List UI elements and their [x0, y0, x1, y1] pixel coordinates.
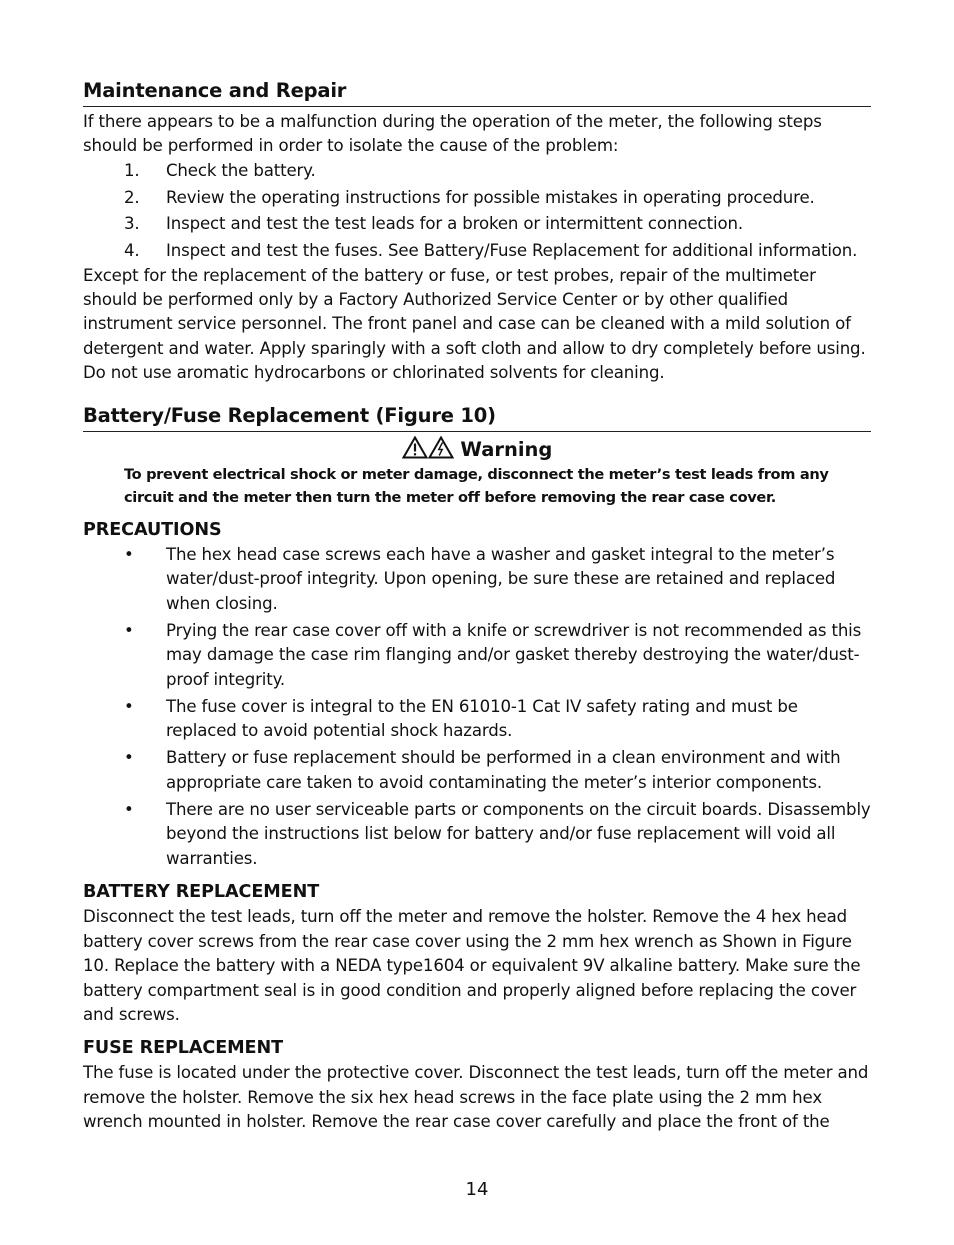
troubleshooting-steps [83, 159, 871, 264]
step-text: Inspect and test the test leads for a broken or intermittent connection. [166, 214, 743, 234]
step-text: Check the battery. [166, 160, 316, 180]
page-number: 14 [465, 1179, 489, 1200]
step-number: 2. [124, 187, 140, 207]
fuse-replacement-heading: FUSE REPLACEMENT [83, 1038, 283, 1059]
list-item [83, 543, 871, 616]
high-voltage-icon [428, 436, 454, 459]
precautions-heading: PRECAUTIONS [83, 519, 222, 540]
step-text: Inspect and test the fuses. See Battery/Fuse Replacement for additional information. [166, 241, 858, 261]
battery-replacement-text: Disconnect the test leads, turn off the meter and remove the holster. Remove the 4 hex head battery cover screws from the rear case cover using the 2 mm hex wrench as Shown in Figure 10. Replace the battery with a NEDA type1604 or equivalent 9V alkaline battery. Make sure the battery compartment seal is in good condition and properly aligned before replacing the cover and screws. [83, 907, 861, 1024]
warning-triangle-icon [402, 436, 428, 459]
step-number: 1. [124, 160, 140, 180]
manual-page [83, 78, 871, 1135]
bullet-icon: • [124, 800, 134, 820]
maintenance-outro: Except for the replacement of the battery or fuse, or test probes, repair of the multimeter should be performed only by a Factory Authorized Service Center or by other qualified instrument service personnel. The front panel and case can be cleaned with a mild solution of detergent and water. Apply sparingly with a soft cloth and allow to dry completely before using. Do not use aromatic hydrocarbons or chlorinated solvents for cleaning. [83, 265, 866, 383]
bullet-icon: • [124, 748, 134, 768]
warning-text: To prevent electrical shock or meter damage, disconnect the meter’s test leads from any circuit and the meter then turn the meter off before removing the rear case cover. [124, 465, 829, 507]
precaution-text: There are no user serviceable parts or components on the circuit boards. Disassembly beyond the instructions list below for battery and/or fuse replacement will void all warranties. [166, 800, 871, 868]
list-item [83, 798, 871, 871]
warning-title [83, 436, 871, 463]
precaution-text: The hex head case screws each have a washer and gasket integral to the meter’s water/dust-proof integrity. Upon opening, be sure these are retained and replaced when closing. [166, 544, 836, 613]
list-item [83, 159, 871, 183]
fuse-replacement-text: The fuse is located under the protective cover. Disconnect the test leads, turn off the meter and remove the holster. Remove the six hex head screws in the face plate using the 2 mm hex wrench mounted in holster. Remove the rear case cover carefully and place the front of the [83, 1063, 869, 1132]
list-item [83, 239, 871, 263]
bullet-icon: • [124, 620, 134, 640]
step-text: Review the operating instructions for possible mistakes in operating procedure. [166, 187, 815, 207]
maintenance-heading: Maintenance and Repair [83, 78, 871, 107]
battery-fuse-heading: Battery/Fuse Replacement (Figure 10) [83, 403, 871, 432]
bullet-icon: • [124, 696, 134, 716]
precautions-list [83, 543, 871, 871]
precaution-text: Battery or fuse replacement should be performed in a clean environment and with appropriate care taken to avoid contaminating the meter’s interior components. [166, 748, 841, 792]
precaution-text: The fuse cover is integral to the EN 61010-1 Cat IV safety rating and must be replaced to avoid potential shock hazards. [166, 696, 798, 741]
battery-replacement-heading: BATTERY REPLACEMENT [83, 882, 320, 903]
step-number: 4. [124, 241, 140, 261]
precaution-text: Prying the rear case cover off with a knife or screwdriver is not recommended as this may damage the case rim flanging and/or gasket thereby destroying the water/dust-proof integrity. [166, 620, 862, 689]
maintenance-intro: If there appears to be a malfunction during the operation of the meter, the following steps should be performed in order to isolate the cause of the problem: [83, 112, 822, 156]
list-item [83, 212, 871, 236]
list-item [83, 186, 871, 210]
step-number: 3. [124, 214, 140, 234]
bullet-icon: • [124, 544, 134, 564]
list-item [83, 746, 871, 795]
list-item [83, 619, 871, 692]
list-item [83, 695, 871, 744]
warning-label: Warning [460, 437, 553, 461]
